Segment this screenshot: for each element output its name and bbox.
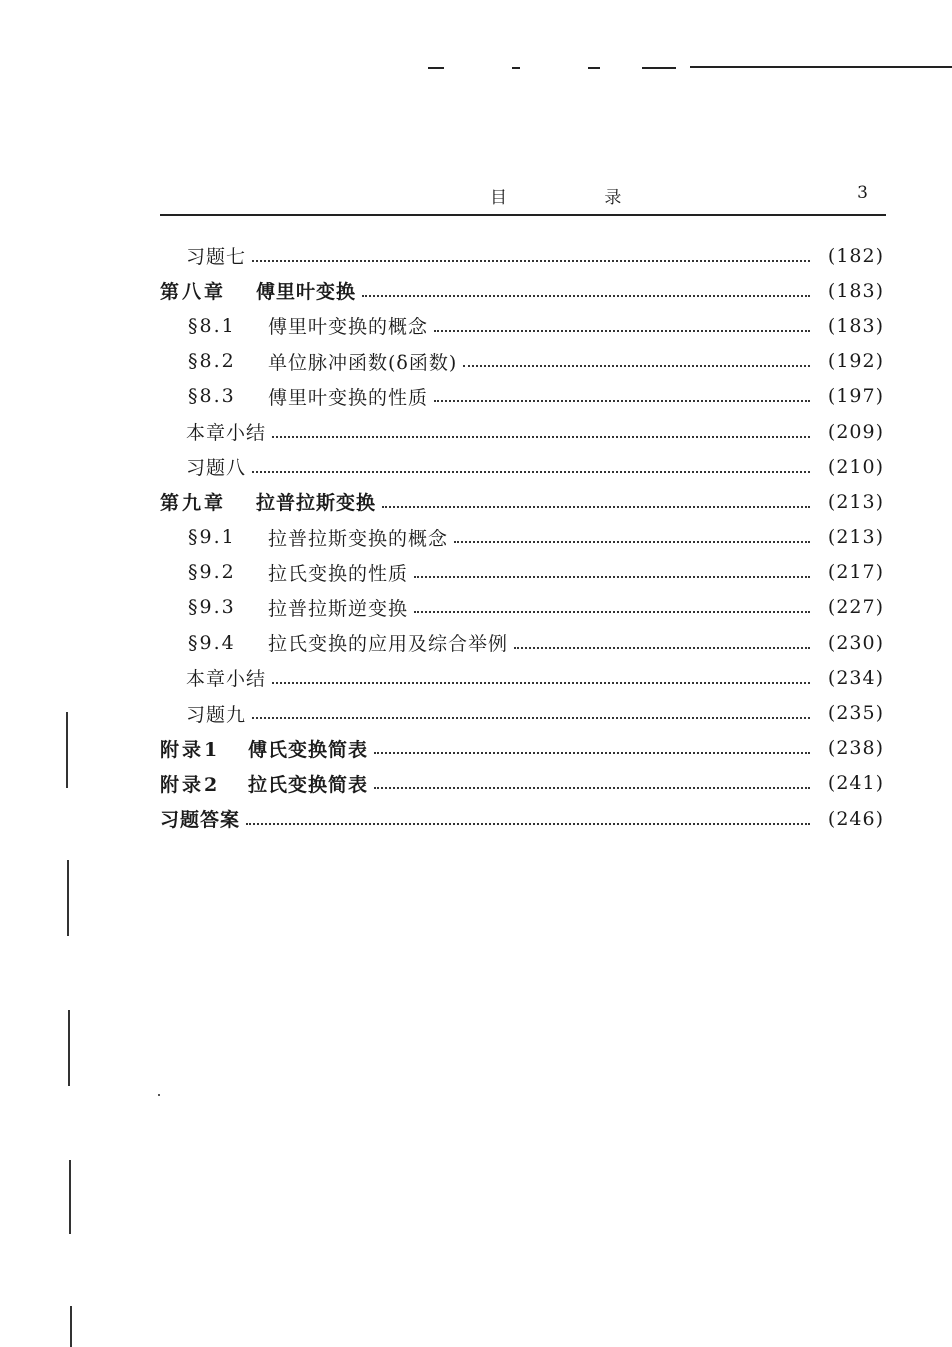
toc-entry-page: (182) [827, 244, 884, 267]
header-title: 目 录 [490, 188, 668, 208]
toc-entry[interactable] [160, 801, 884, 836]
toc-entry-number: §9.2 [188, 561, 236, 584]
toc-entry-title: 傅里叶变换 [256, 281, 357, 304]
toc-entry-title: 习题七 [186, 246, 247, 269]
toc-entry-number: §8.3 [188, 385, 236, 408]
toc-entry-title: 傅里叶变换的概念 [268, 316, 429, 339]
dot-leader [514, 647, 810, 649]
margin-mark [67, 860, 69, 936]
table-of-contents [160, 238, 884, 836]
dot-leader [382, 506, 810, 508]
margin-mark [68, 1010, 70, 1086]
scan-artifact-line [512, 67, 520, 69]
toc-entry-number: 附录1 [160, 738, 221, 761]
dot-leader [434, 330, 810, 332]
toc-entry-title: 习题答案 [160, 809, 241, 832]
toc-entry[interactable] [160, 695, 884, 730]
toc-entry[interactable] [160, 238, 884, 273]
toc-entry-page: (238) [827, 737, 884, 760]
toc-appendix[interactable] [160, 766, 884, 801]
toc-entry-number: §9.1 [188, 526, 236, 549]
dot-leader [252, 717, 810, 719]
dot-leader [434, 400, 810, 402]
running-header [160, 183, 886, 209]
dot-leader [252, 471, 810, 473]
toc-section[interactable] [160, 625, 884, 660]
toc-chapter[interactable] [160, 484, 884, 519]
toc-entry-page: (234) [827, 666, 884, 689]
scan-artifact-line [588, 67, 600, 69]
toc-entry[interactable] [160, 660, 884, 695]
toc-entry-title: 傅里叶变换的性质 [268, 386, 429, 409]
toc-entry-page: (230) [827, 631, 884, 654]
toc-chapter[interactable] [160, 273, 884, 308]
margin-mark [70, 1306, 72, 1347]
toc-section[interactable] [160, 520, 884, 555]
toc-section[interactable] [160, 590, 884, 625]
scan-speck [158, 1094, 160, 1096]
toc-entry-number: 第八章 [160, 281, 227, 304]
toc-section[interactable] [160, 555, 884, 590]
toc-entry-title: 拉普拉斯逆变换 [268, 597, 409, 620]
toc-entry-number: §8.1 [188, 314, 236, 337]
toc-section[interactable] [160, 379, 884, 414]
dot-leader [272, 682, 810, 684]
dot-leader [362, 295, 810, 297]
toc-entry-title: 本章小结 [186, 422, 267, 445]
toc-entry-title: 单位脉冲函数(δ函数) [268, 351, 458, 374]
toc-entry-title: 拉普拉斯变换 [256, 492, 377, 515]
dot-leader [463, 365, 810, 367]
toc-entry-number: 第九章 [160, 492, 227, 515]
toc-appendix[interactable] [160, 731, 884, 766]
scan-artifact-line [642, 67, 676, 69]
toc-entry-number: §9.4 [188, 631, 236, 654]
toc-entry-title: 习题九 [186, 703, 247, 726]
dot-leader [374, 787, 810, 789]
toc-entry-page: (213) [827, 526, 884, 549]
toc-entry-title: 拉氏变换的性质 [268, 562, 409, 585]
toc-section[interactable] [160, 308, 884, 343]
toc-entry-page: (183) [827, 279, 884, 302]
toc-entry[interactable] [160, 414, 884, 449]
toc-entry-number: §8.2 [188, 350, 236, 373]
dot-leader [374, 752, 810, 754]
toc-entry-title: 本章小结 [186, 668, 267, 691]
toc-entry-page: (217) [827, 561, 884, 584]
toc-entry-page: (192) [827, 350, 884, 373]
dot-leader [414, 576, 810, 578]
toc-entry-page: (235) [827, 702, 884, 725]
toc-entry-title: 傅氏变换简表 [248, 738, 369, 761]
dot-leader [252, 260, 810, 262]
scan-artifact-line [690, 66, 952, 68]
toc-entry-number: §9.3 [188, 596, 236, 619]
toc-entry-page: (209) [827, 420, 884, 443]
dot-leader [414, 611, 810, 613]
margin-mark [66, 712, 68, 788]
margin-mark [69, 1160, 71, 1234]
toc-section[interactable] [160, 344, 884, 379]
toc-entry-title: 习题八 [186, 457, 247, 480]
toc-entry-page: (197) [827, 385, 884, 408]
toc-entry-title: 拉氏变换的应用及综合举例 [268, 633, 509, 656]
header-rule [160, 214, 886, 216]
scan-artifact-line [428, 67, 444, 69]
dot-leader [272, 436, 810, 438]
toc-entry-page: (227) [827, 596, 884, 619]
toc-entry-page: (246) [827, 807, 884, 830]
toc-entry-title: 拉普拉斯变换的概念 [268, 527, 449, 550]
toc-entry[interactable] [160, 449, 884, 484]
toc-entry-page: (241) [827, 772, 884, 795]
dot-leader [454, 541, 810, 543]
toc-entry-page: (210) [827, 455, 884, 478]
toc-entry-number: 附录2 [160, 773, 221, 796]
page-number: 3 [857, 183, 868, 203]
toc-entry-page: (183) [827, 314, 884, 337]
dot-leader [246, 823, 810, 825]
toc-entry-title: 拉氏变换简表 [248, 773, 369, 796]
toc-entry-page: (213) [827, 490, 884, 513]
